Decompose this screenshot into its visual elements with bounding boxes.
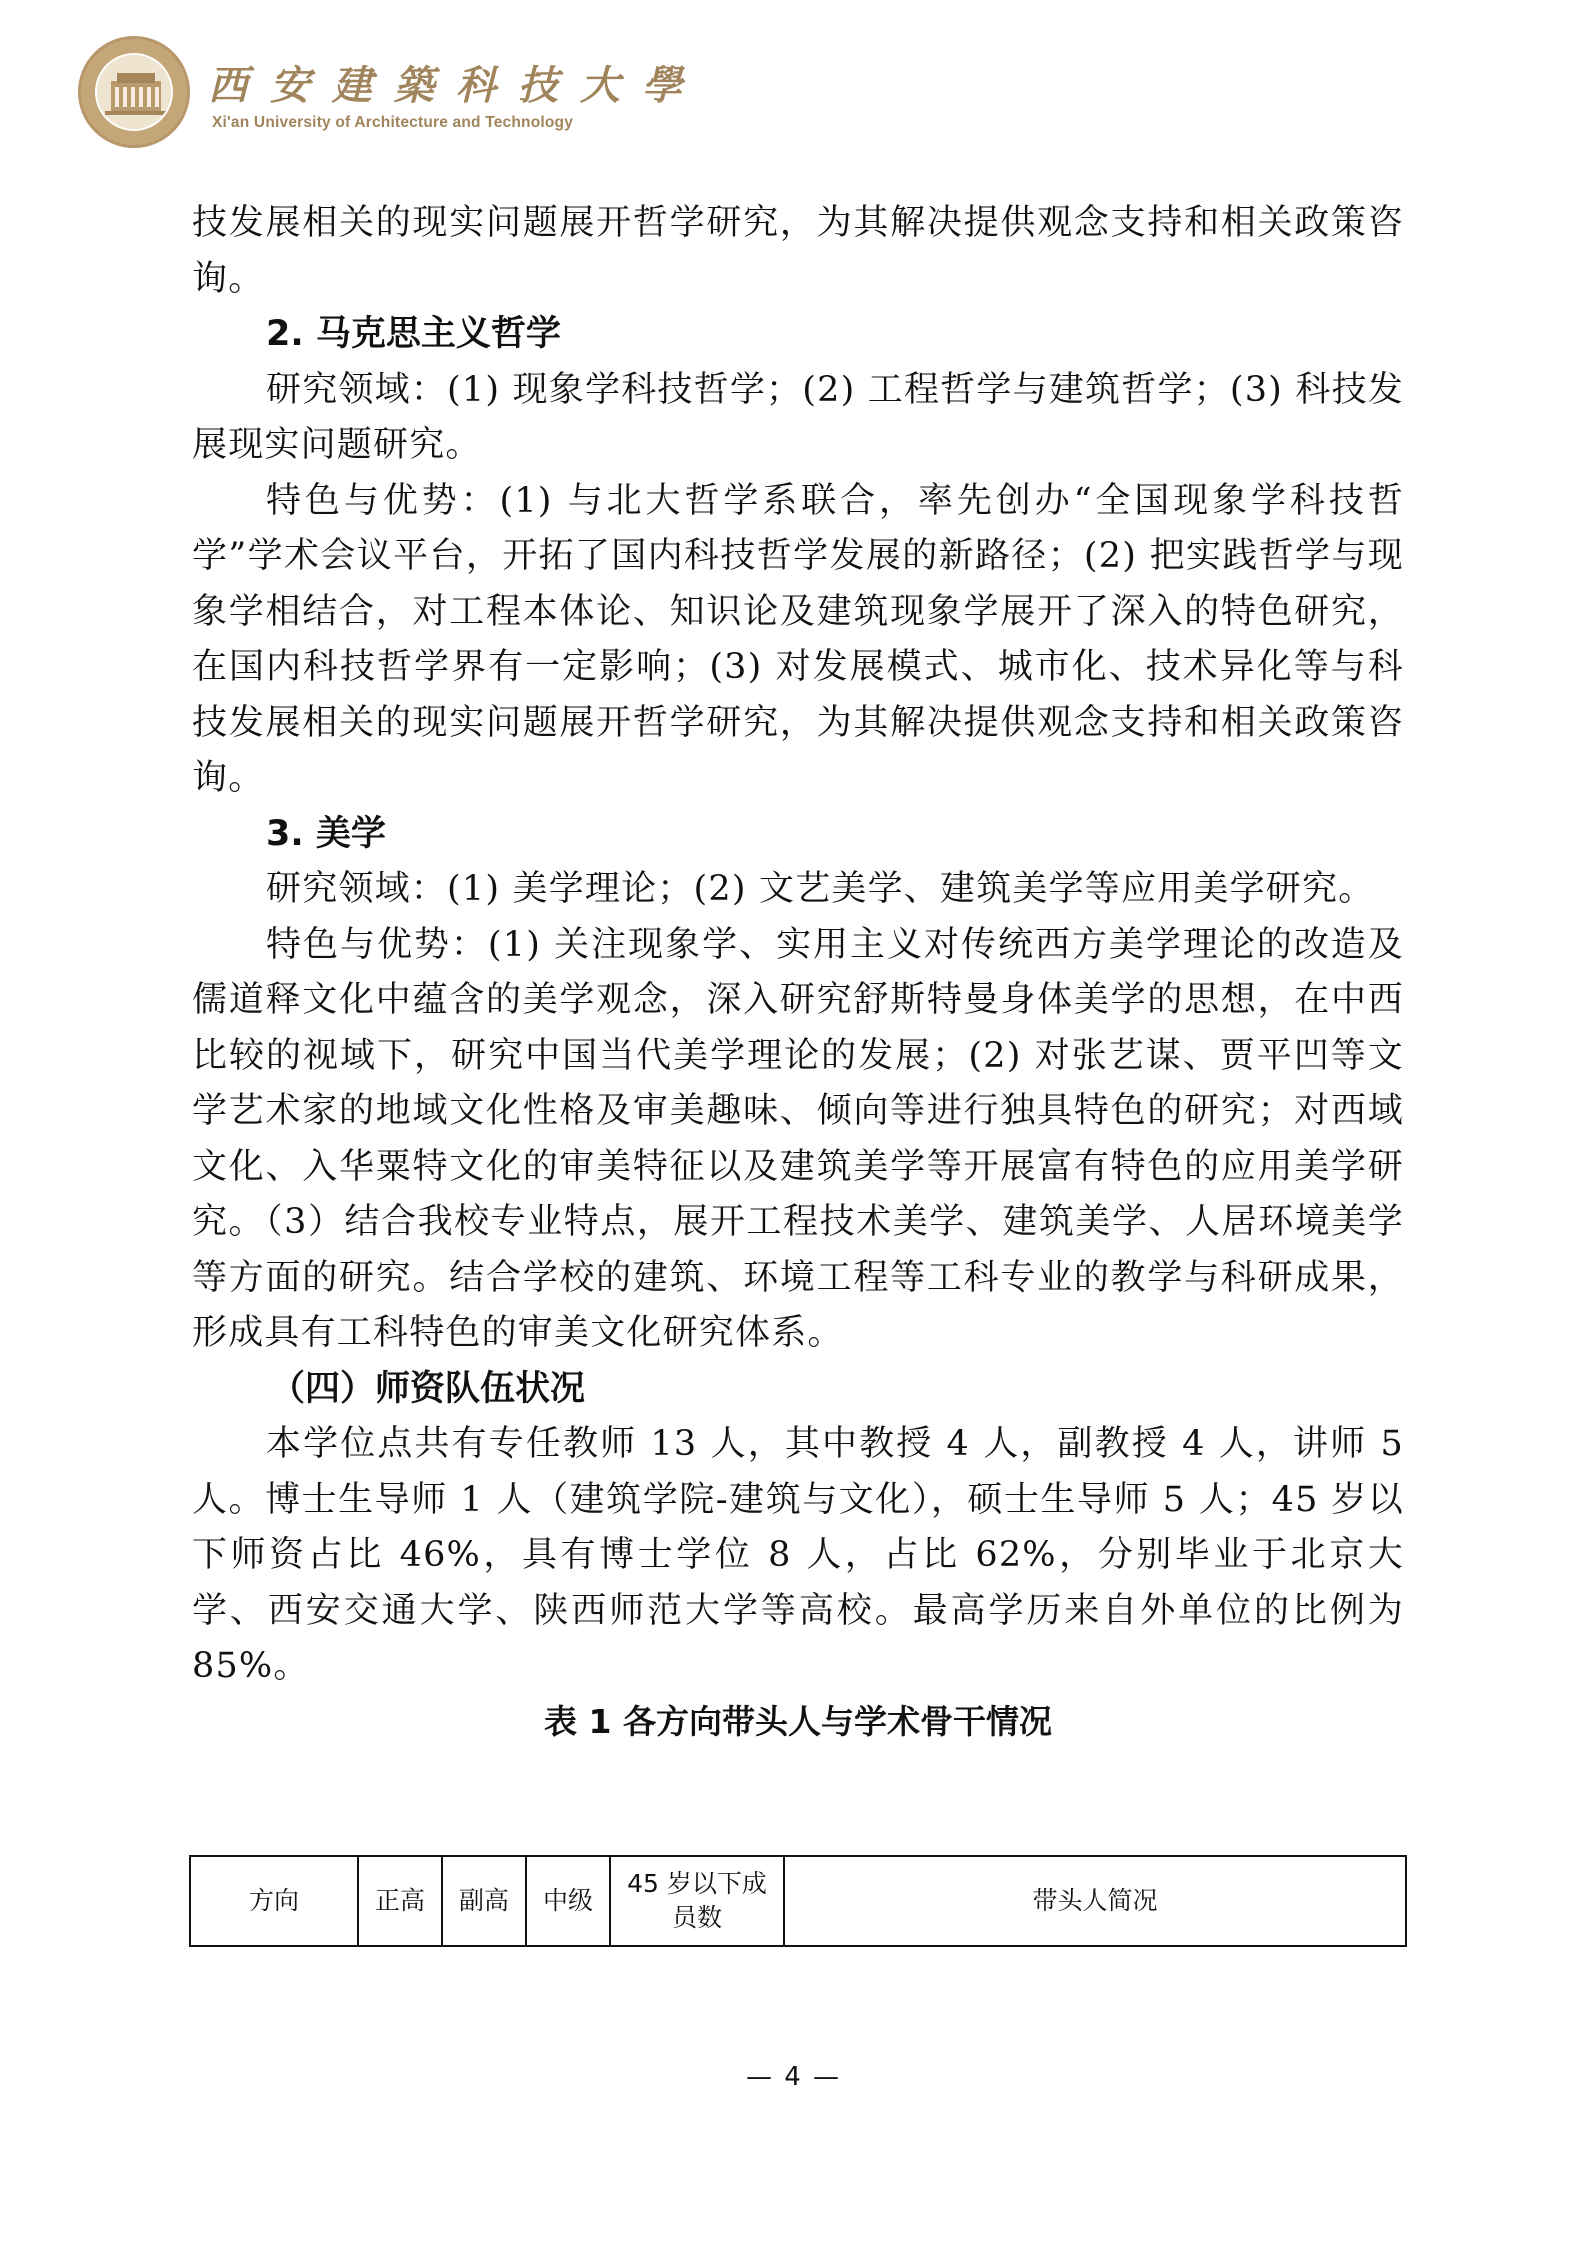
paragraph-aesthetics-research-fields: 研究领域：(1) 美学理论；(2) 文艺美学、建筑美学等应用美学研究。 bbox=[266, 869, 1375, 909]
leaders-table bbox=[189, 1855, 1407, 1947]
heading-marxist-philosophy: 2. 马克思主义哲学 bbox=[266, 314, 561, 354]
table-header-row bbox=[190, 1856, 1406, 1946]
col-leader-profile: 带头人简况 bbox=[784, 1856, 1406, 1946]
col-under45-line2: 员数 bbox=[671, 1903, 722, 1932]
university-name-cn: 西安建築科技大學 bbox=[208, 62, 704, 109]
heading-faculty-status: （四）师资队伍状况 bbox=[270, 1368, 586, 1409]
heading-aesthetics: 3. 美学 bbox=[266, 813, 386, 854]
col-under45 bbox=[610, 1856, 784, 1946]
col-associate: 副高 bbox=[442, 1856, 526, 1946]
page-body bbox=[192, 196, 1404, 1749]
col-direction: 方向 bbox=[190, 1856, 358, 1946]
table-caption: 表 1 各方向带头人与学术骨干情况 bbox=[544, 1701, 1052, 1741]
paragraph-marx-features: 特色与优势：(1) 与北大哲学系联合，率先创办“全国现象学科技哲学”学术会议平台，开拓了国内科技哲学发展的新路径；(2) 把实践哲学与现象学相结合，对工程本体论、知识论及建筑现象学展开了深入的特色研究，在国内科技哲学界有一定影响；(3) 对发展模式、城市化、技术异化等与科技发展相关的现实问题展开哲学研究，为其解决提供观念支持和相关政策咨询。 bbox=[192, 480, 1404, 798]
col-senior: 正高 bbox=[358, 1856, 442, 1946]
page-header bbox=[78, 36, 704, 156]
paragraph-marx-research-fields: 研究领域：(1) 现象学科技哲学；(2) 工程哲学与建筑哲学；(3) 科技发展现实问题研究。 bbox=[192, 369, 1404, 465]
university-seal-logo bbox=[78, 36, 190, 148]
paragraph-aesthetics-features: 特色与优势：(1) 关注现象学、实用主义对传统西方美学理论的改造及儒道释文化中蕴含的美学观念，深入研究舒斯特曼身体美学的思想，在中西比较的视域下，研究中国当代美学理论的发展；(2) 对张艺谋、贾平凹等文学艺术家的地域文化性格及审美趣味、倾向等进行独具特色的研究；对西域文化、入华粟特文化的审美特征以及建筑美学等开展富有特色的应用美学研究。（3）结合我校专业特点，展开工程技术美学、建筑美学、人居环境美学等方面的研究。结合学校的建筑、环境工程等工科专业的教学与科研成果，形成具有工科特色的审美文化研究体系。 bbox=[192, 924, 1404, 1353]
paragraph-continued: 技发展相关的现实问题展开哲学研究，为其解决提供观念支持和相关政策咨询。 bbox=[192, 203, 1404, 299]
paragraph-faculty: 本学位点共有专任教师 13 人，其中教授 4 人，副教授 4 人，讲师 5 人。博士生导师 1 人（建筑学院-建筑与文化），硕士生导师 5 人；45 岁以下师资占比 46%，具有博士学位 8 人，占比 62%，分别毕业于北京大学、西安交通大学、陕西师范大学等高校。最高学历来自外单位的比例为 85%。 bbox=[192, 1424, 1404, 1686]
col-intermediate: 中级 bbox=[526, 1856, 610, 1946]
university-name-en: Xi'an University of Architecture and Technology bbox=[212, 114, 574, 131]
col-under45-line1: 45 岁以下成 bbox=[627, 1869, 767, 1898]
page-number: — 4 — bbox=[745, 2062, 842, 2092]
